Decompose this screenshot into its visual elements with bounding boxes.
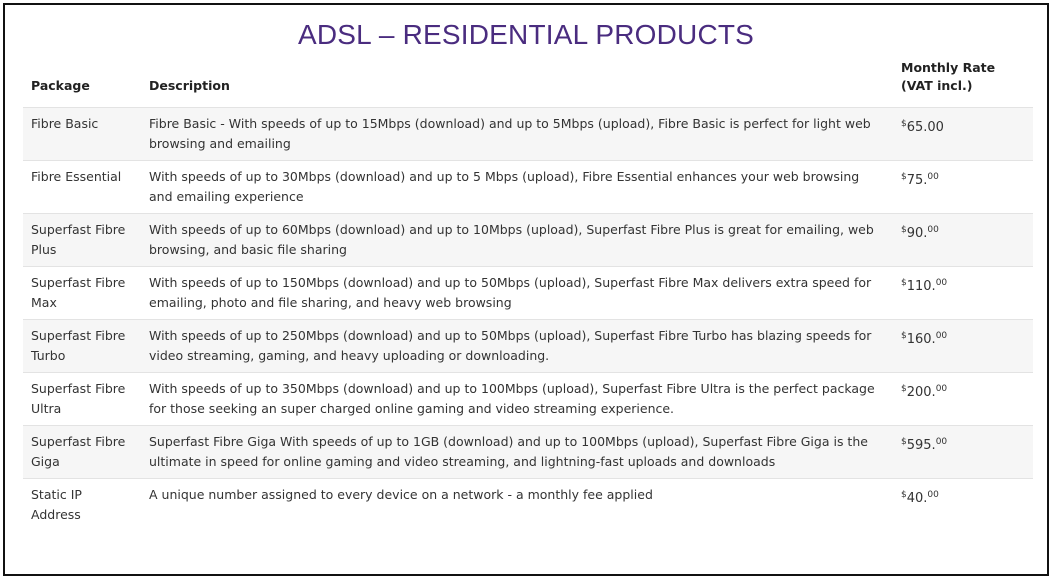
currency-symbol: $ [901,119,907,129]
package-name: Static IP Address [23,479,141,532]
price-value: 75. [906,173,928,188]
table-row [23,479,1033,532]
page-title: ADSL – RESIDENTIAL PRODUCTS [297,19,755,50]
package-price [893,267,1033,320]
price-cents: 00 [935,278,948,288]
header-rate-line1: Monthly Rate [901,60,996,75]
table-row [23,267,1033,320]
price-value: 40. [906,491,928,506]
header-monthly-rate [893,59,1033,108]
table-header-row [23,59,1033,108]
table-row [23,108,1033,161]
currency-symbol: $ [901,384,907,394]
table-row [23,320,1033,373]
package-description: Superfast Fibre Giga With speeds of up to 1GB (download) and up to 100Mbps (upload), Superfast Fibre Giga is the ultimate in speed for online gaming and video streaming, and lightning-fast uploads and downloads [141,426,893,479]
currency-symbol: $ [901,225,907,235]
package-description: Fibre Basic - With speeds of up to 15Mbps (download) and up to 5Mbps (upload), Fibre Basic is perfect for light web browsing and emailing [141,108,893,161]
package-name: Superfast Fibre Giga [23,426,141,479]
package-price [893,426,1033,479]
price-value: 160. [906,332,936,347]
price-value: 65.00 [906,120,944,135]
package-price [893,479,1033,532]
package-name: Superfast Fibre Ultra [23,373,141,426]
package-name: Superfast Fibre Plus [23,214,141,267]
package-price [893,108,1033,161]
currency-symbol: $ [901,331,907,341]
price-cents: 00 [935,384,948,394]
currency-symbol: $ [901,278,907,288]
price-value: 90. [906,226,928,241]
price-value: 595. [906,438,936,453]
header-package: Package [31,78,90,93]
package-description: With speeds of up to 30Mbps (download) and up to 5 Mbps (upload), Fibre Essential enhances your web browsing and emailing experience [141,161,893,214]
header-description: Description [149,78,230,93]
price-value: 110. [906,279,936,294]
package-description: With speeds of up to 60Mbps (download) and up to 10Mbps (upload), Superfast Fibre Plus is great for emailing, web browsing, and basic file sharing [141,214,893,267]
currency-symbol: $ [901,490,907,500]
package-name: Fibre Essential [23,161,141,214]
products-frame [3,3,1049,576]
header-rate-line2: (VAT incl.) [901,78,973,93]
package-price [893,373,1033,426]
package-name: Fibre Basic [23,108,141,161]
package-name: Superfast Fibre Turbo [23,320,141,373]
price-cents: 00 [935,331,948,341]
price-cents: 00 [927,490,939,500]
price-cents: 00 [927,172,939,182]
currency-symbol: $ [901,172,907,182]
table-row [23,373,1033,426]
package-price [893,161,1033,214]
package-price [893,214,1033,267]
price-cents: 00 [927,225,939,235]
package-name: Superfast Fibre Max [23,267,141,320]
table-row [23,161,1033,214]
table-row [23,426,1033,479]
price-cents: 00 [935,437,948,447]
currency-symbol: $ [901,437,907,447]
price-value: 200. [906,385,936,400]
package-description: With speeds of up to 150Mbps (download) and up to 50Mbps (upload), Superfast Fibre Max delivers extra speed for emailing, photo and file sharing, and heavy web browsing [141,267,893,320]
package-description: A unique number assigned to every device on a network - a monthly fee applied [141,479,893,532]
package-description: With speeds of up to 350Mbps (download) and up to 100Mbps (upload), Superfast Fibre Ultra is the perfect package for those seeking an super charged online gaming and video streaming experience. [141,373,893,426]
products-table [23,59,1033,531]
package-description: With speeds of up to 250Mbps (download) and up to 50Mbps (upload), Superfast Fibre Turbo has blazing speeds for video streaming, gaming, and heavy uploading or downloading. [141,320,893,373]
package-price [893,320,1033,373]
table-row [23,214,1033,267]
